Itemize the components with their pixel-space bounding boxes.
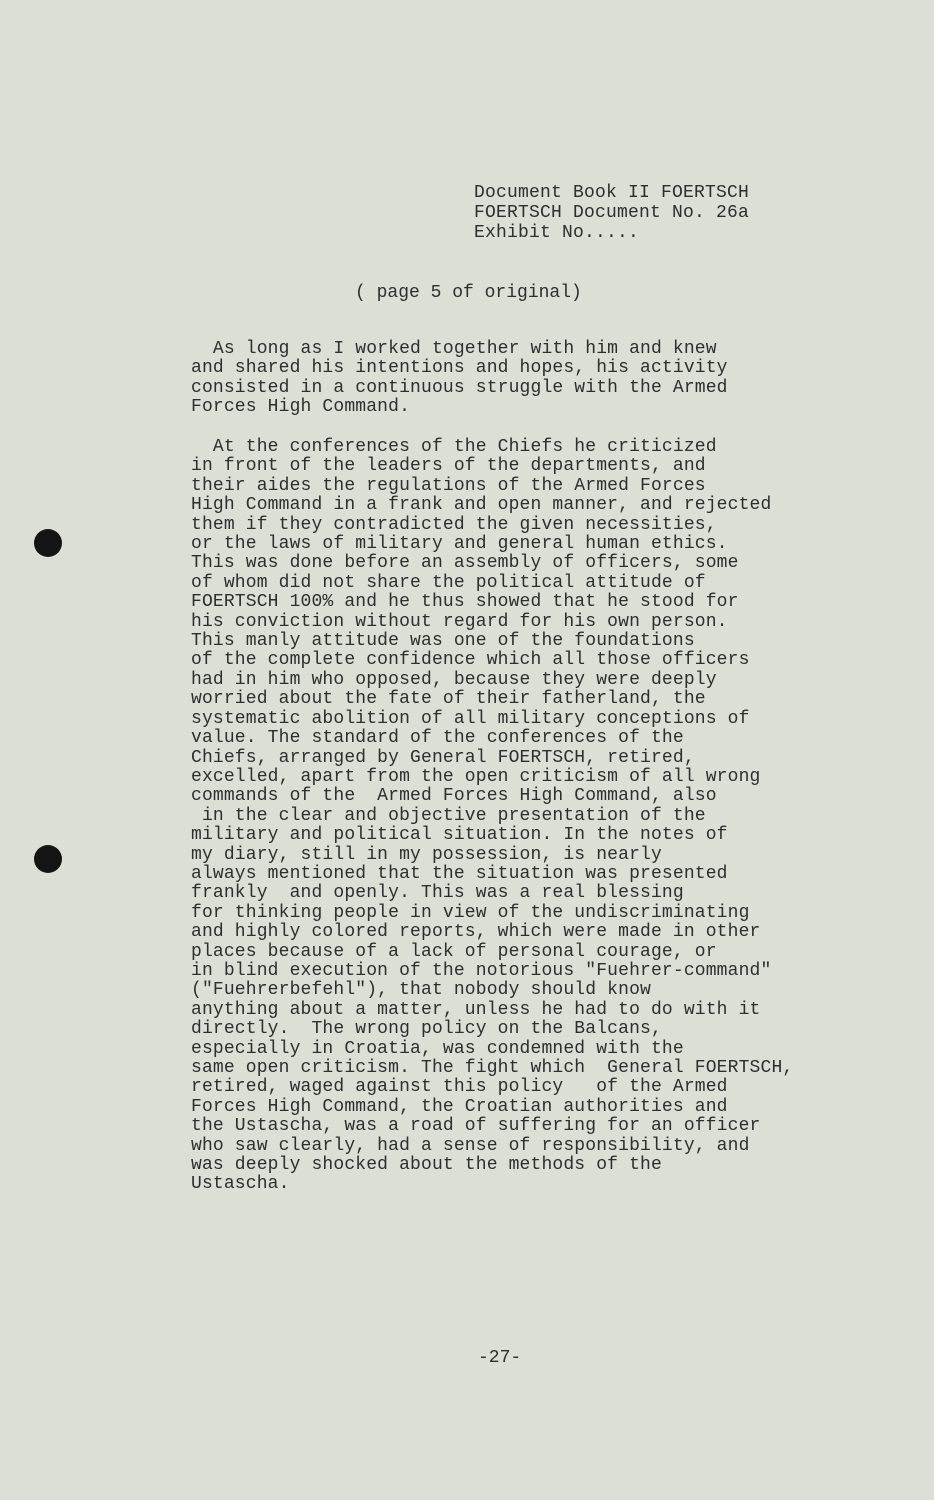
text-line: FOERTSCH 100% and he thus showed that he stood for (191, 592, 739, 613)
text-line: worried about the fate of their fatherland, the (191, 689, 706, 710)
text-line: his conviction without regard for his own person. (191, 611, 728, 632)
text-line: excelled, apart from the open criticism of all wrong (191, 766, 761, 787)
text-line: was deeply shocked about the methods of the (191, 1155, 662, 1176)
text-line: consisted in a continuous struggle with the Armed (191, 377, 728, 398)
header-line-exhibit: Exhibit No..... (474, 223, 640, 243)
text-line: Chiefs, arranged by General FOERTSCH, retired, (191, 747, 695, 768)
text-line: Forces High Command. (191, 397, 411, 418)
text-line: and shared his intentions and hopes, his activity (191, 358, 728, 379)
text-line: their aides the regulations of the Armed Forces (191, 475, 706, 496)
text-line: and highly colored reports, which were made in other (191, 922, 761, 943)
text-line: This manly attitude was one of the foundations (191, 631, 695, 652)
text-line: value. The standard of the conferences of the (191, 728, 684, 749)
text-line: High Command in a frank and open manner, and rejected (191, 495, 772, 516)
text-line: who saw clearly, had a sense of responsibility, and (191, 1135, 750, 1156)
text-line: frankly and openly. This was a real blessing (191, 883, 684, 904)
paragraph (191, 438, 793, 1195)
text-line: places because of a lack of personal courage, or (191, 941, 717, 962)
text-line: same open criticism. The fight which General FOERTSCH, (191, 1058, 794, 1078)
text-line: commands of the Armed Forces High Command, also (191, 786, 717, 807)
text-line: or the laws of military and general human ethics. (191, 534, 728, 555)
text-line: in the clear and objective presentation of the (191, 805, 706, 826)
document-header (474, 183, 749, 243)
text-line: them if they contradicted the given necessities, (191, 514, 717, 535)
text-line: military and political situation. In the notes of (191, 825, 728, 846)
text-line: Forces High Command, the Croatian authorities and (191, 1096, 728, 1117)
text-line: At the conferences of the Chiefs he criticized (191, 437, 717, 457)
text-line: of whom did not share the political attitude of (191, 572, 706, 593)
text-line: ("Fuehrerbefehl"), that nobody should know (191, 980, 651, 1001)
text-line: Ustascha. (191, 1174, 290, 1195)
text-line: the Ustascha, was a road of suffering for an officer (191, 1116, 761, 1137)
text-line: anything about a matter, unless he had to do with it (191, 999, 761, 1020)
text-line: always mentioned that the situation was presented (191, 863, 728, 884)
text-line: systematic abolition of all military conceptions of (191, 708, 750, 729)
text-line: especially in Croatia, was condemned with the (191, 1038, 684, 1059)
text-line: in blind execution of the notorious "Fuehrer-command" (191, 960, 772, 981)
text-line: in front of the leaders of the departments, and (191, 456, 706, 477)
punch-hole-bottom (34, 845, 62, 873)
text-line: had in him who opposed, because they were deeply (191, 669, 717, 690)
text-line: my diary, still in my possession, is nearly (191, 844, 662, 865)
text-line: directly. The wrong policy on the Balcans, (191, 1019, 662, 1040)
header-line-document-no: FOERTSCH Document No. 26a (474, 203, 750, 223)
text-line: for thinking people in view of the undiscriminating (191, 902, 750, 923)
text-line: This was done before an assembly of officers, some (191, 553, 739, 574)
paragraph (191, 340, 728, 418)
page-number: -27- (478, 1348, 522, 1368)
header-line-book: Document Book II FOERTSCH (474, 183, 750, 203)
punch-hole-top (34, 529, 62, 557)
original-page-reference: ( page 5 of original) (355, 283, 582, 303)
text-line: retired, waged against this policy of the Armed (191, 1077, 728, 1098)
text-line: of the complete confidence which all those officers (191, 650, 750, 671)
text-line: As long as I worked together with him and knew (191, 339, 717, 359)
